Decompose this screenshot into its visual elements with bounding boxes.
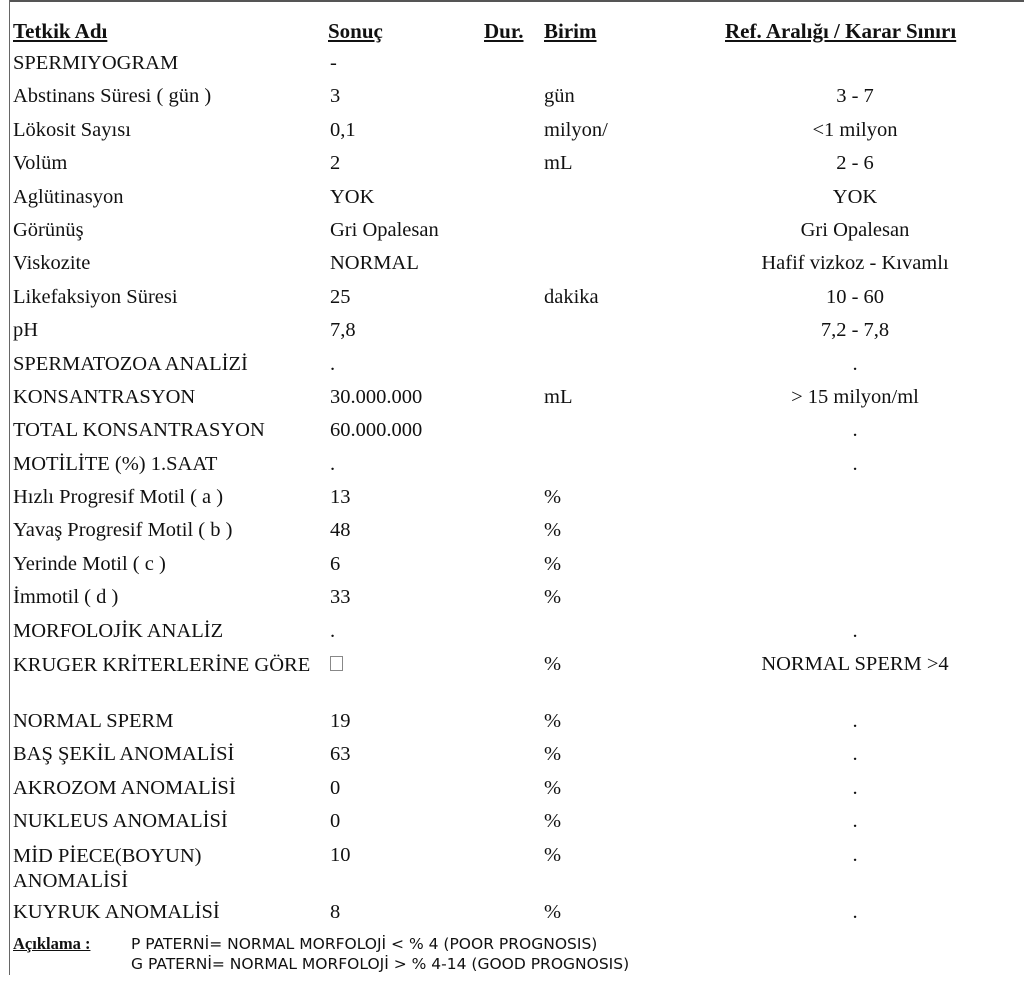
row-test-name: NORMAL SPERM	[13, 710, 174, 733]
table-row	[0, 115, 1024, 148]
row-test-name: pH	[13, 319, 39, 342]
row-test-name: Viskozite	[13, 252, 91, 275]
row-unit: %	[544, 586, 562, 609]
row-result: 48	[330, 519, 351, 542]
row-reference: .	[852, 452, 858, 475]
results-table	[0, 48, 1024, 930]
table-row	[0, 215, 1024, 248]
row-unit: %	[544, 843, 562, 866]
row-test-name: MOTİLİTE (%) 1.SAAT	[13, 452, 218, 475]
table-row	[0, 840, 1024, 897]
row-test-name: AKROZOM ANOMALİSİ	[13, 776, 236, 799]
row-reference: .	[852, 743, 858, 766]
row-unit: %	[544, 900, 562, 923]
empty-box-glyph	[330, 656, 343, 671]
table-row	[0, 349, 1024, 382]
table-row	[0, 148, 1024, 181]
table-row	[0, 582, 1024, 615]
row-result: 6	[330, 552, 341, 575]
row-result: 19	[330, 710, 351, 733]
row-test-name: Görünüş	[13, 218, 84, 241]
row-unit: %	[544, 776, 562, 799]
row-result: 0	[330, 810, 341, 833]
row-reference: .	[852, 810, 858, 833]
row-reference: .	[852, 776, 858, 799]
row-reference: Gri Opalesan	[800, 218, 910, 241]
row-result: 0,1	[330, 118, 356, 141]
row-reference: .	[852, 619, 858, 642]
table-row	[0, 449, 1024, 482]
table-row	[0, 549, 1024, 582]
row-test-name: TOTAL KONSANTRASYON	[13, 419, 265, 442]
table-row	[0, 773, 1024, 806]
row-reference: .	[852, 900, 858, 923]
row-test-name: MORFOLOJİK ANALİZ	[13, 619, 224, 642]
row-reference: .	[852, 352, 858, 375]
table-row	[0, 282, 1024, 315]
table-row	[0, 739, 1024, 772]
row-reference: > 15 milyon/ml	[791, 385, 919, 408]
note-label: Açıklama :	[13, 934, 91, 953]
row-result: 25	[330, 285, 351, 308]
row-reference: .	[852, 710, 858, 733]
explanation-note	[13, 934, 630, 973]
row-unit: %	[544, 519, 562, 542]
row-test-name: MİD PİECE(BOYUN) ANOMALİSİ	[13, 844, 202, 892]
note-lines	[131, 934, 629, 974]
row-test-name: Yerinde Motil ( c )	[13, 552, 166, 575]
row-test-name: Abstinans Süresi ( gün )	[13, 85, 212, 108]
row-unit: %	[544, 653, 562, 676]
row-reference: Hafif vizkoz - Kıvamlı	[761, 252, 949, 275]
row-unit: mL	[544, 385, 573, 408]
row-unit: dakika	[544, 285, 599, 308]
row-unit: %	[544, 743, 562, 766]
row-test-name: SPERMATOZOA ANALİZİ	[13, 352, 248, 375]
table-row	[0, 482, 1024, 515]
header-reference: Ref. Aralığı / Karar Sınırı	[725, 19, 957, 43]
table-row	[0, 616, 1024, 649]
table-row	[0, 48, 1024, 81]
row-result	[330, 653, 343, 676]
table-row	[0, 706, 1024, 739]
row-reference: .	[852, 843, 858, 866]
row-test-name: KRUGER KRİTERLERİNE GÖRE	[13, 654, 311, 677]
table-row	[0, 649, 1024, 706]
row-unit: %	[544, 552, 562, 575]
row-result: 10	[330, 843, 351, 866]
header-status: Dur.	[484, 19, 524, 43]
row-test-name: Yavaş Progresif Motil ( b )	[13, 519, 233, 542]
row-result: YOK	[330, 185, 375, 208]
table-row	[0, 415, 1024, 448]
row-result: .	[330, 352, 336, 375]
row-unit: %	[544, 486, 562, 509]
header-test-name: Tetkik Adı	[13, 19, 108, 43]
row-result: 2	[330, 152, 341, 175]
table-row	[0, 315, 1024, 348]
row-result: 13	[330, 486, 351, 509]
row-reference: <1 milyon	[812, 118, 898, 141]
row-unit: mL	[544, 152, 573, 175]
row-reference: 7,2 - 7,8	[820, 319, 890, 342]
row-result: NORMAL	[330, 252, 419, 275]
note-line-1: P PATERNİ= NORMAL MORFOLOJİ < % 4 (POOR PROGNOSIS)	[131, 935, 598, 953]
row-result: 63	[330, 743, 351, 766]
table-row	[0, 248, 1024, 281]
row-unit: milyon/	[544, 118, 608, 141]
row-unit: gün	[544, 85, 575, 108]
table-row	[0, 515, 1024, 548]
table-row	[0, 897, 1024, 930]
top-border	[10, 0, 1024, 16]
row-result: 8	[330, 900, 341, 923]
row-result: 0	[330, 776, 341, 799]
row-result: 7,8	[330, 319, 356, 342]
row-result: Gri Opalesan	[330, 218, 439, 241]
table-row	[0, 81, 1024, 114]
row-test-name: Likefaksiyon Süresi	[13, 285, 178, 308]
row-test-name: Aglütinasyon	[13, 185, 124, 208]
row-result: 3	[330, 85, 341, 108]
row-test-name: BAŞ ŞEKİL ANOMALİSİ	[13, 743, 235, 766]
row-test-name: İmmotil ( d )	[13, 586, 119, 609]
table-row	[0, 182, 1024, 215]
row-result: -	[330, 52, 337, 74]
header-unit: Birim	[544, 19, 597, 43]
row-test-name: KONSANTRASYON	[13, 385, 196, 408]
row-result: 60.000.000	[330, 419, 423, 442]
row-unit: %	[544, 810, 562, 833]
row-test-name: SPERMIYOGRAM	[13, 52, 179, 74]
row-test-name: Hızlı Progresif Motil ( a )	[13, 486, 224, 509]
row-reference: 2 - 6	[836, 152, 874, 175]
row-reference: .	[852, 419, 858, 442]
table-row	[0, 382, 1024, 415]
row-test-name: Volüm	[13, 152, 68, 175]
row-reference: YOK	[832, 185, 878, 208]
note-line-2: G PATERNİ= NORMAL MORFOLOJİ > % 4-14 (GOOD PROGNOSIS)	[131, 955, 630, 973]
row-reference: NORMAL SPERM >4	[761, 653, 949, 676]
row-reference: 3 - 7	[836, 85, 874, 108]
row-result: 33	[330, 586, 351, 609]
header-result: Sonuç	[328, 19, 383, 43]
row-result: 30.000.000	[330, 385, 423, 408]
row-result: .	[330, 452, 336, 475]
row-unit: %	[544, 710, 562, 733]
row-test-name: NUKLEUS ANOMALİSİ	[13, 810, 228, 833]
row-result: .	[330, 619, 336, 642]
table-row	[0, 806, 1024, 839]
row-test-name: KUYRUK ANOMALİSİ	[13, 900, 220, 923]
row-test-name: Lökosit Sayısı	[13, 118, 131, 141]
row-reference: 10 - 60	[825, 285, 885, 308]
